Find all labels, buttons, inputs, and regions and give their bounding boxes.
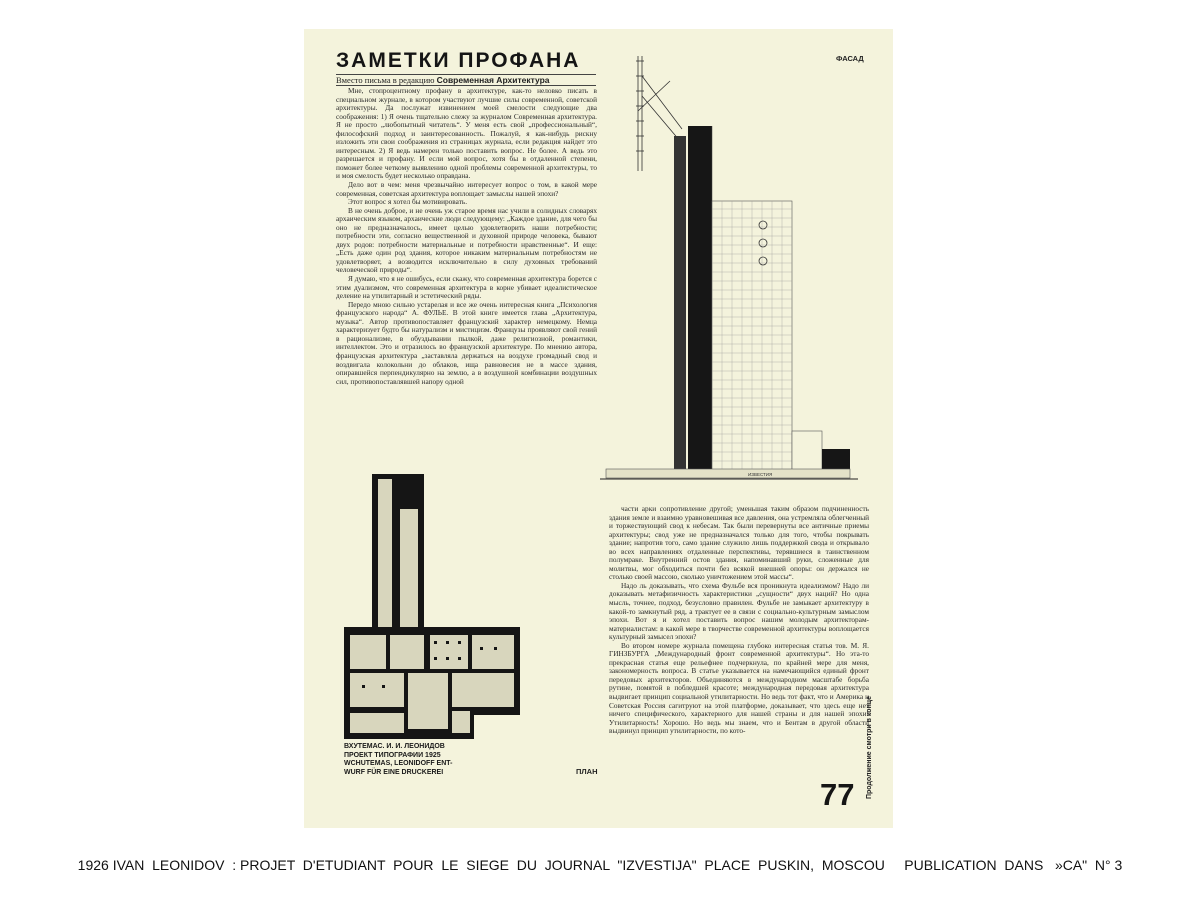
caption-line: WCHUTEMAS, LEONIDOFF ENT- (344, 760, 453, 768)
subtitle-journal: Современная Архитектура (436, 75, 550, 85)
article-paragraph: Я думаю, что я не ошибусь, если скажу, что современная архитектура борется с этим дуализмом, что современная архитектура в корне убивает идеалистическое деление на утилитарный и эстетический ряды. (336, 274, 597, 301)
article-paragraph: Во втором номере журнала помещена глубоко интересная статья тов. М. Я. ГИНЗБУРГА „Международный фронт современной архитектуры“. Но эта-то прекрасная статья еще рельефнее подчеркнула, по крайней мере для меня, закономерность вопроса. В статье указывается на намечающийся единый фронт передовых архитекторов. Объединяются в международном масштабе борьба рутине, помятой в побледшей красоте; международная передовая архитектура выдвигает принцип социальной утилитарности. Но ведь тот факт, что и Америка и Советская Россия сагитруют на этой платформе, доказывает, что здесь еще нет ничего специфического, характерного для нашей страны и для нашей эпохи! Утилитарность! Хорошо. Но ведь мы знаем, что и Бентам в другой области выдвинул принцип утилитарности, по кото- (609, 640, 869, 736)
article-paragraph: части арки сопротивление другой; уменьшая таким образом подчиненность здания земле и взаимно уравновешивая все давления, она устремляла облегченный и торжествующий свод к небесам. Так были перевернуты все античные приемы архитектуры; свод уже не предназначался только для того, чтобы покрывать здание; напротив того, само здание служило лишь поддержкой свода и открывало во всех направлениях отдаленные перспективы, терявшиеся в таинственном полумраке. Внутренний остов здания, напоминавший руки, сложенные для молитвы, мог обходиться почти без всякой внешней опоры: он держался не столько своей массою, сколько уничтожением этой массы“. (609, 505, 869, 582)
subtitle-prefix: Вместо письма в редакцию (336, 75, 435, 85)
magazine-page (304, 29, 893, 828)
plan-caption (344, 743, 453, 777)
article-title: ЗАМЕТКИ ПРОФАНА (336, 49, 581, 72)
building-sign: ИЗВЕСТИЯ (748, 472, 773, 477)
plan-drawing (342, 469, 528, 744)
plan-label: ПЛАН (576, 767, 598, 776)
text-column-2 (609, 505, 869, 812)
article-paragraph: Мне, стопроцентному профану в архитектуре, как-то неловко писать в специальном журнале, в котором участвуют лучшие силы современной, советской архитектуры. Да послужат извинением моей смелости следующие два соображения: 1) Я очень тщательно слежу за журналом Современная архитектура. Я не просто „любопытный читатель“. У меня есть свой „профессиональный“, философский подход и заинтересованность. Пожалуй, я как-нибудь рискну изложить эти свои соображения из страницах журнала, если редакция найдет это интересным. 2) Я ведь намерен только поставить вопрос. Не более. А ведь это разрешается и профану. И если мой вопрос, хотя бы в отдаленной степени, поможет более четкому выявлению одной проблемы современной архитектуры, то и моя смелость будет несколько оправдана. (336, 87, 597, 181)
caption-line: WURF FÜR EINE DRUCKEREI (344, 768, 444, 776)
text-column-1 (336, 87, 597, 462)
facade-drawing (600, 51, 860, 483)
article-paragraph: Надо ль доказывать, что схема Фульбе вся проникнута идеализмом? Надо ли доказывать метафизичность характеристики „сущности“ двух наций? Но одна мысль, точнее, подход, безусловно правилен. Фульбе не замыкает архитектуру в какой-то замкнутый ряд, а трактует ее в связи с социально-культурным замыслом эпохи. Вот я и хотел поставить вопрос нашим молодым архитекторам-материалистам: в какой мере в творчестве современной архитектуры воплощается культурный замысел эпохи? (609, 580, 869, 642)
facade-label: ФАСАД (836, 54, 864, 63)
article-paragraph: Дело вот в чем: меня чрезвычайно интересует вопрос о том, в какой мере современная, советская архитектура воплощает замыслы нашей эпохи? (336, 180, 597, 198)
page-number: 77 (820, 777, 855, 812)
slide-caption: 1926 IVAN LEONIDOV : PROJET D'ETUDIANT POUR LE SIEGE DU JOURNAL "IZVESTIJA" PLACE PUSKIN, MOSCOU PUBLICATION DANS »CA" N° 3 (77, 857, 1123, 873)
article-paragraph: В не очень доброе, и не очень уж старое время нас учили в солидных словарях архаическим языком, архаические люди следующему: „Каждое здание, для чего бы оно не предназначалось, имеет целью удовлетворить наши потребности; потребности эти, согласно вещественной и духовной природе человека, бывают двух родов: потребности материальные и потребности нравственные“. И еще: „Есть даже один род здания, которое никаким материальным потребностям не удовлетворяет, а возводится исключительно в силу духовных требований человеческой природы“. (336, 205, 597, 275)
article-paragraph: Передо мною сильно устарелая и все же очень интересная книга „Психология французского народа“ А. ФУЛЬЕ. В этой книге имеется глава „Архитектура, музыка“. Автор противопоставляет французский характер немецкому. Немца характеризует будто бы натурализм и мистицизм. Французы проявляют свой гений в рационализме, в обуздывании пылкой, даже религиозной, романтики, интеллектом. Это и отразилось во французской архитектуре. По мнению автора, французская архитектура „заставляла держаться на воздухе громадный свод и воздвигала колокольни до облаков, ища равновесия не в массе здания, опиравшейся перпендикулярно на землю, а в воздушной комбинации воздушных сил, противопоставлявшей напору одной (336, 299, 597, 386)
caption-line: ПРОЕКТ ТИПОГРАФИИ 1925 (344, 751, 441, 759)
article-paragraph: Этот вопрос я хотел бы мотивировать. (348, 197, 468, 207)
continuation-note: Продолжение смотри в конце (866, 695, 873, 799)
caption-line: ВХУТЕМАС. И. И. ЛЕОНИДОВ (344, 743, 445, 750)
article-subtitle (336, 74, 596, 86)
